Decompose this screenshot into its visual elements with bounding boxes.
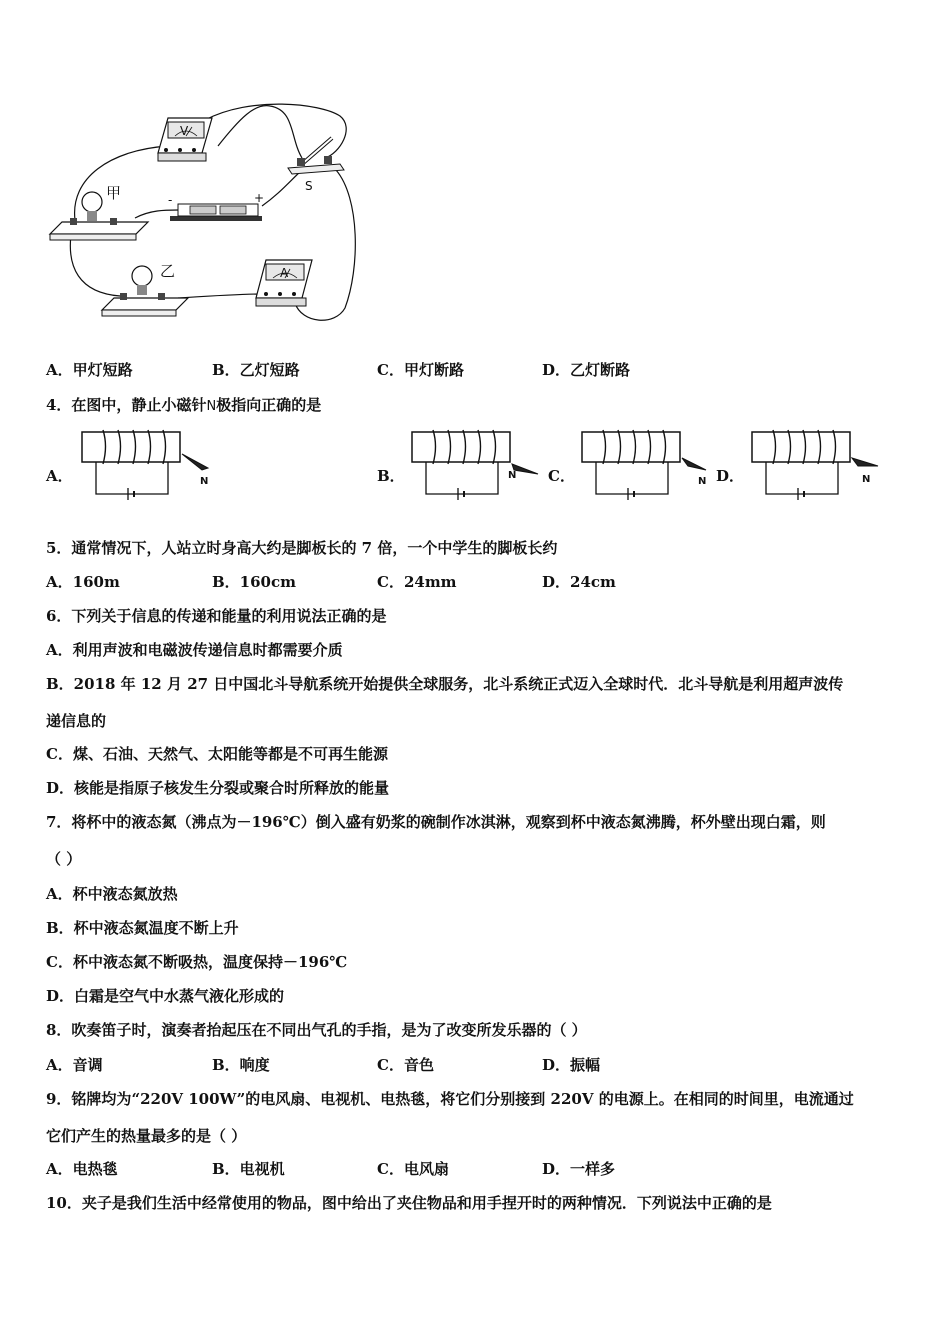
q8-option-d[interactable]: D．振幅: [542, 1056, 601, 1074]
q4-stem: [46, 395, 321, 417]
q9-option-d[interactable]: D．一样多: [542, 1160, 616, 1178]
q6-stem: 6．下列关于信息的传递和能量的利用说法正确的是: [46, 607, 387, 625]
battery: [168, 191, 264, 221]
q5-stem: 5．通常情况下，人站立时身高大约是脚板长的 7 倍，一个中学生的脚板长约: [46, 539, 558, 557]
q4-label-d[interactable]: D．: [716, 467, 745, 485]
q3-option-c[interactable]: C．甲灯断路: [377, 361, 464, 379]
ammeter-label: A: [280, 266, 289, 280]
q10-stem: 10．夹子是我们生活中经常使用的物品，图中给出了夹住物品和用手捏开时的两种情况．下列说法中正确的是: [46, 1194, 772, 1212]
q4-stem-pre: 4．在图中，静止小磁针: [46, 396, 207, 414]
q5-option-a[interactable]: A．160m: [46, 573, 120, 591]
ammeter: [256, 260, 312, 306]
q7-stem-line1: 7．将杯中的液态氮（沸点为－196℃）倒入盛有奶浆的碗制作冰淇淋，观察到杯中液态氮沸腾，杯外壁出现白霜，则: [46, 813, 826, 831]
q5-option-d[interactable]: D．24cm: [542, 573, 616, 591]
q4-c-needle-label: N: [698, 476, 707, 487]
q7-option-c[interactable]: C．杯中液态氮不断吸热，温度保持－196℃: [46, 953, 348, 971]
circuit-diagram: [40, 98, 370, 333]
q7-stem-line2: （ ）: [46, 850, 82, 868]
lamp-a: [50, 184, 148, 240]
lamp-a-label: 甲: [106, 184, 122, 202]
q6-option-c[interactable]: C．煤、石油、天然气、太阳能等都是不可再生能源: [46, 745, 388, 763]
voltmeter: [158, 118, 212, 161]
q3-option-d[interactable]: D．乙灯断路: [542, 361, 631, 379]
q4-stem-n: N: [206, 399, 217, 414]
wire-lamp-b-to-ammeter: [178, 294, 262, 298]
q3-option-b[interactable]: B．乙灯短路: [212, 361, 300, 379]
q4-label-b[interactable]: B．: [377, 467, 405, 485]
q9-stem-line1: 9．铭牌均为“220V 100W”的电风扇、电视机、电热毯，将它们分别接到 220V 的电源上。在相同的时间里，电流通过: [46, 1090, 854, 1108]
q6-option-a[interactable]: A．利用声波和电磁波传递信息时都需要介质: [46, 641, 343, 659]
q9-option-b[interactable]: B．电视机: [212, 1160, 285, 1178]
q4-stem-post: 极指向正确的是: [216, 396, 322, 414]
q4-label-a[interactable]: A．: [46, 467, 73, 485]
q8-option-c[interactable]: C．音色: [377, 1056, 434, 1074]
q4-d-needle-label: N: [862, 474, 871, 485]
q8-option-b[interactable]: B．响度: [212, 1056, 270, 1074]
switch-label: S: [305, 179, 313, 193]
q9-option-a[interactable]: A．电热毯: [46, 1160, 118, 1178]
q9-stem-line2: 它们产生的热量最多的是（ ）: [46, 1127, 247, 1145]
q7-option-b[interactable]: B．杯中液态氮温度不断上升: [46, 919, 239, 937]
q9-option-c[interactable]: C．电风扇: [377, 1160, 449, 1178]
q4-a-needle-label: N: [200, 476, 209, 487]
q4-figure-b: [408, 428, 553, 500]
q6-option-b-line1[interactable]: B．2018 年 12 月 27 日中国北斗导航系统开始提供全球服务，北斗系统正式迈入全球时代．北斗导航是利用超声波传: [46, 675, 844, 693]
q6-option-d[interactable]: D．核能是指原子核发生分裂或聚合时所释放的能量: [46, 779, 390, 797]
q4-figure-c: [578, 428, 723, 500]
battery-plus: +: [254, 191, 265, 205]
q8-stem: 8．吹奏笛子时，演奏者抬起压在不同出气孔的手指，是为了改变所发乐器的（ ）: [46, 1021, 587, 1039]
wire-voltmeter-loop: [218, 106, 302, 158]
q4-label-c[interactable]: C．: [548, 467, 575, 485]
q3-option-a[interactable]: A．甲灯短路: [46, 361, 133, 379]
q7-option-a[interactable]: A．杯中液态氮放热: [46, 885, 178, 903]
battery-minus: -: [168, 193, 173, 207]
q4-figure-d: [748, 428, 893, 500]
wire-battery-to-switch: [262, 170, 302, 206]
q4-b-needle-label: N: [508, 470, 517, 481]
q7-option-d[interactable]: D．白霜是空气中水蒸气液化形成的: [46, 987, 285, 1005]
q6-option-b-line2[interactable]: 递信息的: [46, 712, 107, 730]
q8-option-a[interactable]: A．音调: [46, 1056, 103, 1074]
q5-option-c[interactable]: C．24mm: [377, 573, 457, 591]
voltmeter-label: V: [180, 124, 189, 138]
q5-option-b[interactable]: B．160cm: [212, 573, 296, 591]
lamp-b-label: 乙: [160, 262, 176, 280]
q4-figure-a: [78, 428, 223, 500]
wire-top-loop: [205, 104, 346, 158]
lamp-b: [102, 262, 188, 316]
